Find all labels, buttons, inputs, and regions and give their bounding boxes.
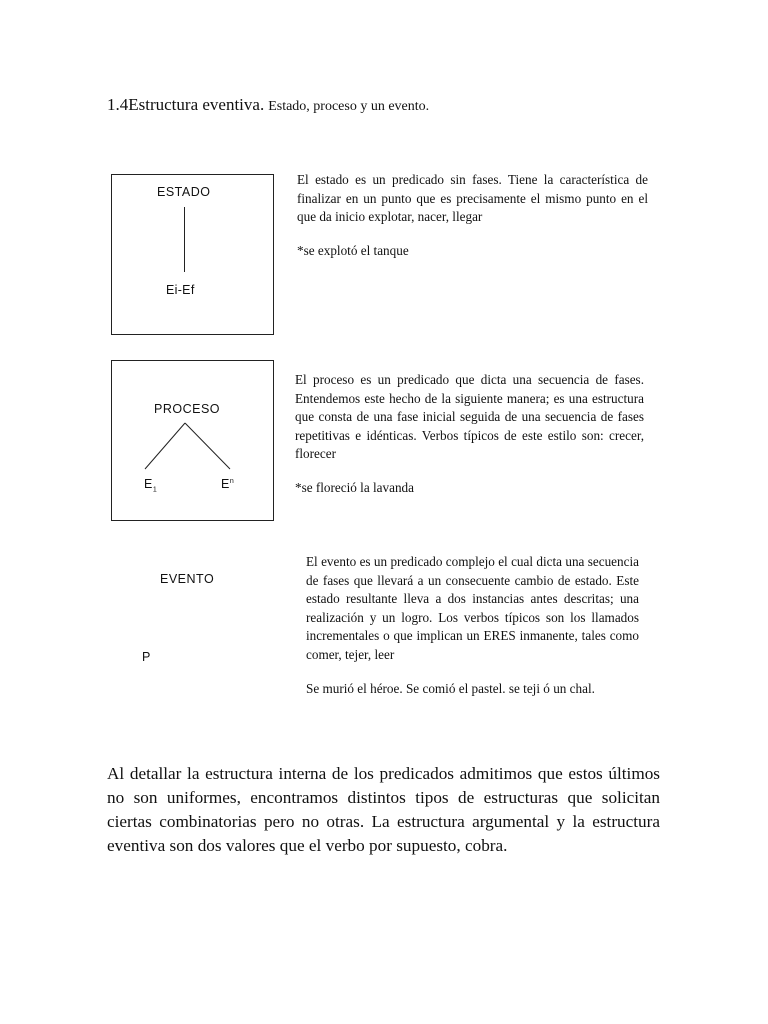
estado-example: *se explotó el tanque: [297, 243, 409, 258]
body-paragraph: [107, 762, 660, 858]
estado-diagram-box: [111, 174, 274, 335]
proceso-diagram-branches: [112, 361, 273, 520]
estado-diagram-line: [184, 207, 185, 272]
proceso-right-node-letter: E: [221, 477, 230, 491]
section-heading: [107, 95, 429, 115]
proceso-right-branch: [185, 423, 230, 469]
proceso-diagram-label: PROCESO: [154, 402, 221, 416]
estado-diagram-label: ESTADO: [157, 185, 211, 199]
evento-description-text: El evento es un predicado complejo el cual dicta una secuencia de fases que llevará a un consecuente cambio de estado. Este estado resultante lleva a dos instancias antes descritas; una realización y un logro. Los verbos típicos son los llamados incrementales o que implican un ERES inmanente, tales como comer, tejer, leer: [306, 554, 639, 662]
proceso-diagram-box: [111, 360, 274, 521]
evento-diagram-bottom-label: P: [142, 650, 151, 664]
proceso-left-branch: [145, 423, 185, 469]
proceso-right-node-superscript: n: [229, 477, 235, 485]
proceso-left-node: [144, 477, 157, 494]
proceso-right-node: [221, 477, 234, 491]
estado-description-text: El estado es un predicado sin fases. Tiene la característica de finalizar en un punto que es precisamente el mismo punto en el que da inicio explotar, nacer, llegar: [297, 172, 648, 224]
section-subtitle: Estado, proceso y un evento.: [268, 99, 430, 114]
estado-diagram-bottom-label: Ei-Ef: [166, 283, 195, 297]
estado-description: [297, 171, 648, 227]
evento-diagram-label: EVENTO: [160, 572, 215, 586]
proceso-left-node-subscript: 1: [152, 486, 158, 494]
body-paragraph-text: Al detallar la estructura interna de los predicados admitimos que estos últimos no son uniformes, encontramos distintos tipos de estructuras que solicitan ciertas combinatorias pero no otras. La estructura argumental y la estructura eventiva son dos valores que el verbo por supuesto, cobra.: [107, 764, 660, 855]
proceso-description: [295, 371, 644, 464]
evento-description: [306, 553, 639, 664]
evento-example: Se murió el héroe. Se comió el pastel. se teji ó un chal.: [306, 681, 595, 696]
section-title: Estructura eventiva.: [128, 95, 265, 114]
proceso-description-text: El proceso es un predicado que dicta una secuencia de fases. Entendemos este hecho de la siguiente manera; es una estructura que consta de una fase inicial seguida de una secuencia de fases repetitivas e idénticas. Verbos típicos de este estilo son: crecer, florecer: [295, 372, 644, 461]
section-number: 1.4: [107, 95, 129, 114]
proceso-left-node-letter: E: [144, 477, 153, 491]
proceso-example: *se floreció la lavanda: [295, 480, 414, 495]
